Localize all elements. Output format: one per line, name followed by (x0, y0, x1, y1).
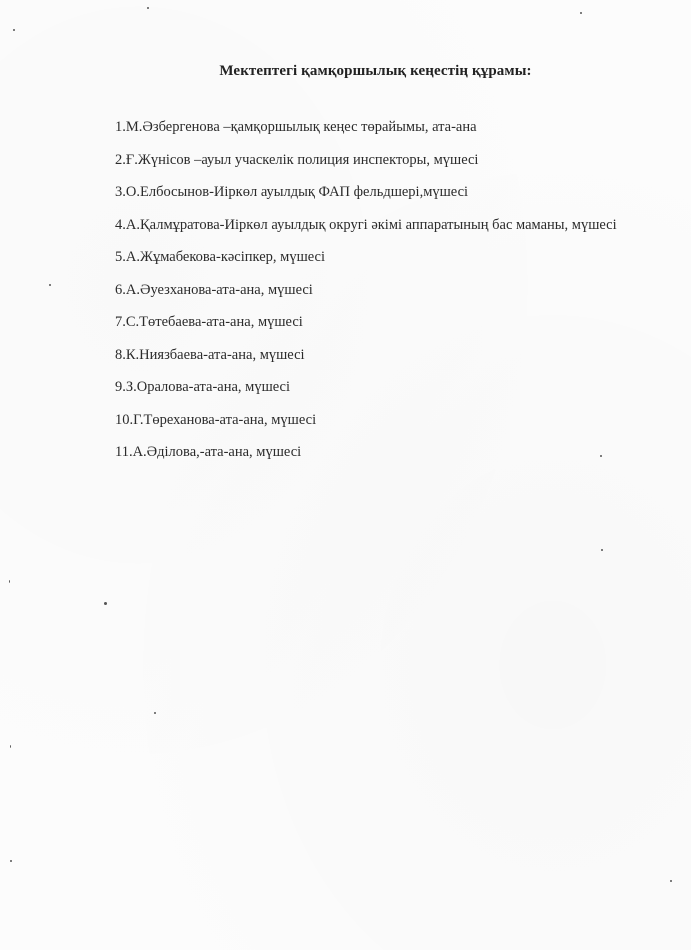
list-item: 4.А.Қалмұратова-Иіркөл ауылдық округі әкімі аппаратының бас маманы, мүшесі (115, 216, 617, 233)
list-item: 3.О.Елбосынов-Иіркөл ауылдық ФАП фельдшері,мүшесі (115, 184, 469, 200)
list-item: 1.М.Әзбергенова –қамқоршылық кеңес төрайымы, ата-ана (115, 119, 477, 135)
scan-speck (104, 602, 107, 605)
list-item: 10.Г.Төреханова-ата-ана, мүшесі (115, 411, 317, 428)
scan-speck (580, 12, 582, 14)
scan-speck (670, 880, 672, 882)
list-item: 9.З.Оралова-ата-ана, мүшесі (115, 379, 291, 395)
scan-speck (10, 745, 11, 748)
scan-speck (9, 580, 10, 583)
scan-speck (49, 284, 51, 286)
members-list (115, 119, 625, 477)
scan-speck (147, 7, 149, 9)
scan-speck (600, 455, 602, 457)
scan-speck (13, 29, 15, 31)
document-title: Мектептегі қамқоршылық кеңестің құрамы: (219, 63, 532, 79)
list-item: 6.А.Әуезханова-ата-ана, мүшесі (115, 281, 313, 298)
list-item: 2.Ғ.Жүнісов –ауыл учаскелік полиция инспекторы, мүшесі (115, 151, 479, 168)
scan-speck (10, 860, 12, 862)
list-item: 11.А.Әділова,-ата-ана, мүшесі (115, 444, 302, 460)
list-item: 5.А.Жұмабекова-кәсіпкер, мүшесі (115, 249, 326, 265)
list-item: 8.К.Ниязбаева-ата-ана, мүшесі (115, 346, 305, 363)
list-item: 7.С.Төтебаева-ата-ана, мүшесі (115, 314, 303, 330)
scan-speck (601, 549, 603, 551)
scan-speck (154, 712, 156, 714)
